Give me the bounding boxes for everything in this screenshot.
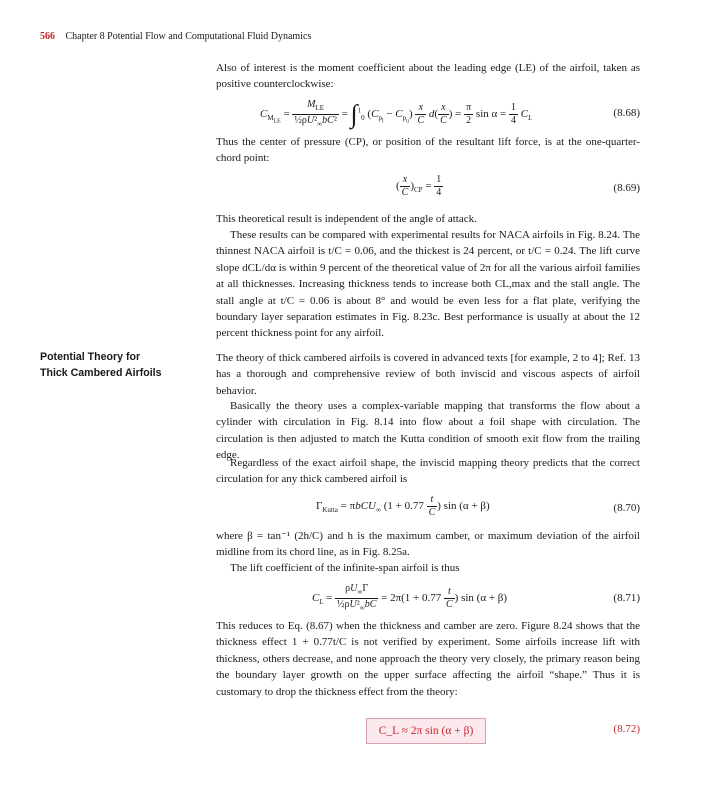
page-number: 566 — [40, 31, 55, 42]
equation-8-68: $C_{M_{LE}}$ = $\frac{M_{LE}}{\frac{1}{2}\rho U^2_\infty bC^2}$ = ∫$^1_0$ $(C_{p_l} - C_{p_u})$ $\frac{x}{C}$ d( $\frac{x}{C}$ ) = $\frac{\pi}{2}$ sin α = $\frac{1}{4}$ $C_L$ (8.68) — [260, 99, 640, 129]
page-header — [40, 31, 311, 42]
paragraph-4: These results can be compared with experimental results for NACA airfoils in Fig. 8.24. The thinnest NACA airfoil is t/C = 0.06, and the thickest is 24 percent, or t/C = 0.24. The lift curve slope dCL/dα is within 9 percent of the theoretical value of 2π for all the various airfoil families at all thicknesses. Increasing thickness tends to increase both CL,max and the stall angle. The stall angle at t/C = 0.06 is about 8° and would be even less for a flat plate, verifying the boundary layer separation estimates in Fig. 8.23c. Best performance is usually at about the 12 percent thickness point for any airfoil. — [216, 229, 640, 340]
eq-number-8-68: (8.68) — [613, 107, 640, 119]
paragraph-1: Also of interest is the moment coefficient about the leading edge (LE) of the airfoil, taken as positive counterclockwise: — [216, 62, 640, 91]
paragraph-3: This theoretical result is independent of the angle of attack. — [216, 213, 477, 225]
highlighted-equation-8-72: C_L ≈ 2π sin (α + β) — [366, 718, 486, 744]
eq-number-8-70: (8.70) — [613, 502, 640, 514]
equation-8-69: ( $\frac{x}{C}$ )$_{CP}$ = $\frac{1}{4}$ (8.69) — [396, 174, 640, 198]
paragraph-8: where β = tan⁻¹ (2h/C) and h is the maximum camber, or maximum deviation of the airfoil midline from its chord line, as in Fig. 8.25a. — [216, 530, 640, 559]
paragraph-2: Thus the center of pressure (CP), or position of the resultant lift force, is at the one-quarter-chord point: — [216, 136, 640, 165]
eq-number-8-69: (8.69) — [613, 182, 640, 194]
paragraph-5: The theory of thick cambered airfoils is covered in advanced texts [for example, 2 to 4]; Ref. 13 has a thorough and comprehensive review of both inviscid and viscous aspects of airfoil behavior. — [216, 352, 640, 397]
paragraph-10: This reduces to Eq. (8.67) when the thickness and camber are zero. Figure 8.24 shows that the thickness effect 1 + 0.77t/C is not verified by experiment. Some airfoils increase lift with thickness, others decrease, and none approach the theory very closely, the primary reason being the boundary layer growth on the upper surface affecting the airfoil “shape.” Thus it is customary to drop the thickness effect from the theory: — [216, 620, 640, 698]
equation-8-70: $\Gamma_{Kutta} = \pi bCU_\infty$ (1 + 0.77 $\frac{t}{C}$ ) sin (α + β) (8.70) — [316, 494, 640, 518]
paragraph-7: Regardless of the exact airfoil shape, the inviscid mapping theory predicts that the correct circulation for any thick cambered airfoil is — [216, 457, 640, 486]
eq-number-8-71: (8.71) — [613, 592, 640, 604]
eq-number-8-72: (8.72) — [613, 723, 640, 735]
section-heading: Potential Theory for Thick Cambered Airfoils — [40, 351, 162, 379]
paragraph-6: Basically the theory uses a complex-variable mapping that transforms the flow about a cylinder with circulation in Fig. 8.14 into flow about a foil shape with circulation. The circulation is then adjusted to match the Kutta condition of smooth exit flow from the trailing edge. — [216, 400, 640, 462]
paragraph-9: The lift coefficient of the infinite-span airfoil is thus — [230, 562, 460, 574]
equation-8-71: $C_L$ = $\frac{\rho U_\infty\Gamma}{\frac{1}{2}\rho U^2_\infty bC}$ = 2π(1 + 0.77 $\frac{t}{C}$ ) sin (α + β) (8.71) — [312, 583, 640, 612]
chapter-title: Chapter 8 Potential Flow and Computational Fluid Dynamics — [65, 31, 312, 42]
